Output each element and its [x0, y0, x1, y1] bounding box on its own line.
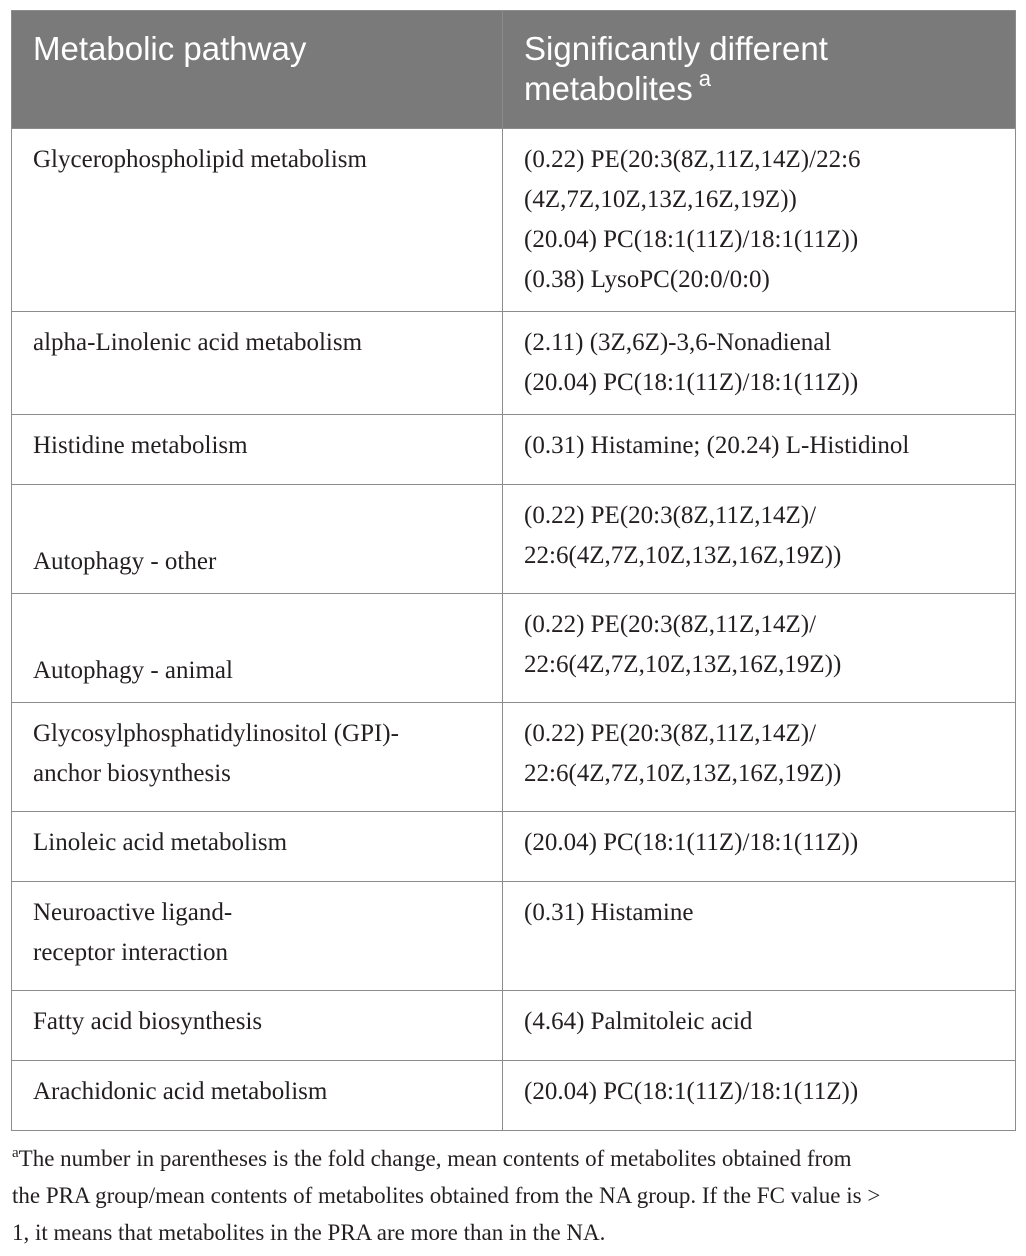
- table-header-row: [12, 11, 1016, 129]
- pathway-text: Neuroactive ligand-: [33, 899, 233, 926]
- header-footnote-marker: a: [698, 66, 712, 91]
- header-metabolic-pathway: [12, 11, 503, 129]
- metabolites-cell: [503, 882, 1016, 991]
- metabolite-text: (0.22) PE(20:3(8Z,11Z,14Z)/22:6: [524, 146, 861, 173]
- metabolite-text: (0.31) Histamine: [524, 899, 694, 926]
- table-row: [12, 415, 1016, 485]
- metabolic-pathway-table: [11, 10, 1016, 1131]
- table-row: [12, 1061, 1016, 1131]
- pathway-text: Glycerophospholipid metabolism: [33, 146, 367, 173]
- pathway-text: Histidine metabolism: [33, 432, 248, 459]
- table-row: [12, 812, 1016, 882]
- metabolites-cell: [503, 594, 1016, 703]
- metabolite-text: (0.22) PE(20:3(8Z,11Z,14Z)/: [524, 611, 817, 638]
- pathway-cell: [12, 812, 503, 882]
- pathway-cell: [12, 129, 503, 312]
- metabolite-text: 22:6(4Z,7Z,10Z,13Z,16Z,19Z)): [524, 760, 842, 787]
- metabolites-cell: [503, 312, 1016, 415]
- metabolites-cell: [503, 812, 1016, 882]
- pathway-cell: [12, 991, 503, 1061]
- footnote-text: the PRA group/mean contents of metabolites obtained from the NA group. If the FC value is >: [12, 1183, 881, 1208]
- pathway-text: alpha-Linolenic acid metabolism: [33, 329, 363, 356]
- pathway-cell: [12, 703, 503, 812]
- metabolite-text: (0.31) Histamine; (20.24) L-Histidinol: [524, 432, 910, 459]
- footnote-marker: a: [12, 1145, 19, 1161]
- table-row: [12, 485, 1016, 594]
- pathway-text: Arachidonic acid metabolism: [33, 1078, 328, 1105]
- pathway-cell: [12, 415, 503, 485]
- pathway-text: Autophagy - animal: [33, 657, 233, 684]
- header-metabolites-label-line2: metabolites: [524, 70, 693, 107]
- metabolite-text: (4.64) Palmitoleic acid: [524, 1008, 753, 1035]
- footnote-text: The number in parentheses is the fold change, mean contents of metabolites obtained from: [18, 1146, 852, 1171]
- metabolite-text: (0.22) PE(20:3(8Z,11Z,14Z)/: [524, 502, 817, 529]
- pathway-text: Linoleic acid metabolism: [33, 829, 288, 856]
- pathway-text: Autophagy - other: [33, 548, 217, 575]
- metabolite-text: (20.04) PC(18:1(11Z)/18:1(11Z)): [524, 226, 859, 253]
- metabolite-text: 22:6(4Z,7Z,10Z,13Z,16Z,19Z)): [524, 651, 842, 678]
- pathway-text: anchor biosynthesis: [33, 760, 231, 787]
- metabolites-cell: [503, 129, 1016, 312]
- header-metabolites-label-line1: Significantly different: [524, 30, 828, 67]
- table-row: [12, 129, 1016, 312]
- table-row: [12, 703, 1016, 812]
- pathway-cell: [12, 1061, 503, 1131]
- table-footnote: [12, 1140, 1020, 1251]
- pathway-cell: [12, 594, 503, 703]
- metabolite-text: 22:6(4Z,7Z,10Z,13Z,16Z,19Z)): [524, 542, 842, 569]
- metabolite-text: (0.38) LysoPC(20:0/0:0): [524, 266, 770, 293]
- pathway-text: receptor interaction: [33, 939, 229, 966]
- metabolic-pathway-table-container: [11, 10, 1015, 1131]
- table-row: [12, 312, 1016, 415]
- header-pathway-label: Metabolic pathway: [33, 30, 307, 67]
- metabolites-cell: [503, 703, 1016, 812]
- pathway-cell: [12, 312, 503, 415]
- metabolite-text: (2.11) (3Z,6Z)-3,6-Nonadienal: [524, 329, 832, 356]
- metabolites-cell: [503, 485, 1016, 594]
- pathway-cell: [12, 485, 503, 594]
- metabolites-cell: [503, 1061, 1016, 1131]
- pathway-text: Glycosylphosphatidylinositol (GPI)-: [33, 720, 399, 747]
- metabolite-text: (20.04) PC(18:1(11Z)/18:1(11Z)): [524, 369, 859, 396]
- metabolites-cell: [503, 415, 1016, 485]
- metabolite-text: (0.22) PE(20:3(8Z,11Z,14Z)/: [524, 720, 817, 747]
- pathway-text: Fatty acid biosynthesis: [33, 1008, 263, 1035]
- table-row: [12, 991, 1016, 1061]
- metabolites-cell: [503, 991, 1016, 1061]
- pathway-cell: [12, 882, 503, 991]
- metabolite-text: (20.04) PC(18:1(11Z)/18:1(11Z)): [524, 829, 859, 856]
- footnote-text: 1, it means that metabolites in the PRA are more than in the NA.: [12, 1220, 606, 1245]
- table-row: [12, 882, 1016, 991]
- table-row: [12, 594, 1016, 703]
- metabolite-text: (20.04) PC(18:1(11Z)/18:1(11Z)): [524, 1078, 859, 1105]
- metabolite-text: (4Z,7Z,10Z,13Z,16Z,19Z)): [524, 186, 797, 213]
- header-significant-metabolites: [503, 11, 1016, 129]
